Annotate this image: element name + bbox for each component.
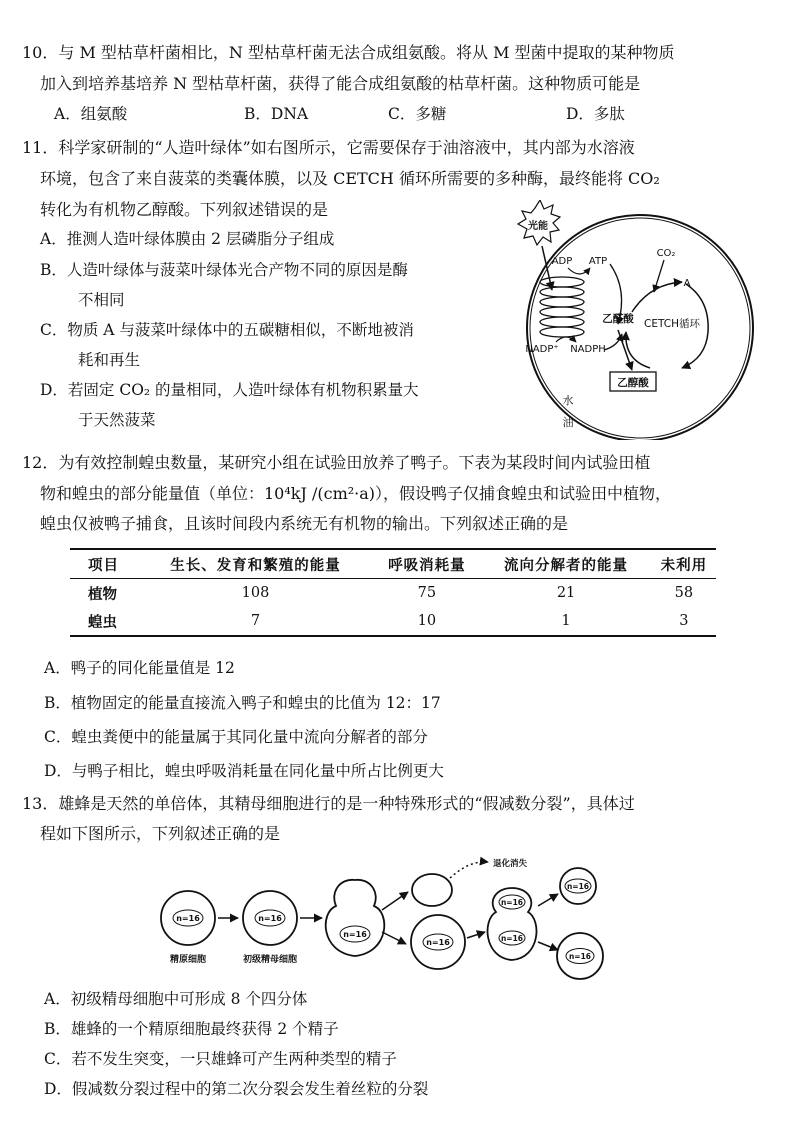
thylakoid-stack (540, 277, 584, 337)
q11-option-d-line1: D．若固定 CO₂ 的量相同，人造叶绿体有机物积累量大 (40, 381, 419, 399)
q13-stem-line1: 13．雄蜂是天然的单倍体，其精母细胞进行的是一种特殊形式的“假减数分裂”，具体过 (22, 794, 635, 813)
label-co2: CO₂ (656, 248, 676, 259)
q11-option-b-line1: B．人造叶绿体与菠菜叶绿体光合产物不同的原因是酶 (40, 261, 408, 279)
table-row (70, 579, 716, 608)
arrow-3 (467, 932, 485, 938)
label-n16: n=16 (258, 914, 282, 923)
q11-stem-line2: 环境，包含了来自菠菜的类囊体膜，以及 CETCH 循环所需要的多种酶，最终能将 CO₂ (40, 169, 660, 188)
table-cell: 蝗虫 (88, 613, 117, 631)
label-a: A (683, 278, 691, 289)
label-n16: n=16 (566, 882, 590, 891)
q10-stem-line2: 加入到培养基培养 N 型枯草杆菌，获得了能合成组氨酸的枯草杆菌。这种物质可能是 (40, 74, 641, 93)
arrow-to-sperm-top (538, 894, 558, 906)
budding-cell (326, 880, 385, 956)
table-header: 呼吸消耗量 (388, 556, 466, 574)
q11-option-d-line2: 于天然菠菜 (78, 411, 156, 429)
table-cell: 10 (417, 613, 437, 629)
label-adp: ADP (551, 256, 573, 267)
label-degenerate: 退化消失 (492, 859, 528, 869)
label-n16: n=16 (500, 934, 524, 943)
label-spermatogonium: 精原细胞 (169, 955, 207, 965)
q13-stem-line2: 程如下图所示，下列叙述正确的是 (40, 824, 281, 843)
cycle-arrow-top (632, 282, 682, 312)
table-row (70, 607, 716, 636)
table-cell: 植物 (88, 585, 117, 603)
label-water: 水 (562, 394, 574, 407)
label-n16: n=16 (176, 914, 200, 923)
label-nadp: NADP⁺ (525, 344, 559, 355)
table-cell: 58 (674, 585, 694, 601)
label-n16: n=16 (343, 930, 367, 939)
q11-option-b-line2: 不相同 (78, 291, 125, 309)
q10-stem-line1: 10．与 M 型枯草杆菌相比，N 型枯草杆菌无法合成组氨酸。将从 M 型菌中提取的某种物质 (22, 43, 675, 62)
table-header: 流向分解者的能量 (504, 556, 629, 574)
q10-option-a: A．组氨酸 (54, 105, 128, 123)
q12-option-c: C．蝗虫粪便中的能量属于其同化量中流向分解者的部分 (44, 728, 428, 746)
table-cell: 3 (679, 613, 689, 629)
q13-option-b: B．雄蜂的一个精原细胞最终获得 2 个精子 (44, 1020, 339, 1038)
label-cetch-cycle: CETCH循环 (644, 318, 700, 330)
table-cell: 7 (250, 613, 261, 629)
q11-option-c-line2: 耗和再生 (78, 351, 141, 369)
q12-option-d: D．与鸭子相比，蝗虫呼吸消耗量在同化量中所占比例更大 (44, 762, 444, 780)
label-atp: ATP (588, 256, 608, 267)
q12-stem-line1: 12．为有效控制蝗虫数量，某研究小组在试验田放养了鸭子。下表为某段时间内试验田植 (22, 453, 651, 472)
pseudo-meiosis-diagram (150, 850, 620, 980)
arrow-to-large-cell (382, 932, 406, 944)
table-header-row (70, 549, 716, 579)
table-header: 未利用 (660, 556, 708, 574)
q11-stem-line1: 11．科学家研制的“人造叶绿体”如右图所示，它需要保存于油溶液中，其内部为水溶液 (22, 138, 635, 157)
label-glyoxylate: 乙醛酸 (602, 313, 634, 325)
table-cell: 21 (556, 585, 576, 601)
table-cell: 75 (417, 585, 437, 601)
q13-option-d: D．假减数分裂过程中的第二次分裂会发生着丝粒的分裂 (44, 1080, 429, 1098)
glycolate-arrow (618, 330, 632, 370)
q10-option-c: C．多糖 (388, 105, 447, 123)
label-n16: n=16 (568, 952, 592, 961)
label-oil: 油 (562, 416, 574, 429)
q11-option-a: A．推测人造叶绿体膜由 2 层磷脂分子组成 (40, 230, 335, 248)
arrow-to-sperm-bottom (538, 942, 558, 950)
q13-option-c: C．若不发生突变，一只雄蜂可产生两种类型的精子 (44, 1050, 397, 1068)
q10-option-b: B．DNA (244, 105, 309, 123)
artificial-chloroplast-diagram (500, 200, 770, 440)
label-n16: n=16 (426, 938, 450, 947)
nadph-to-cycle-arrow (604, 334, 622, 350)
q12-option-b: B．植物固定的能量直接流入鸭子和蝗虫的比值为 12：17 (44, 694, 441, 712)
small-cell (412, 874, 452, 906)
label-nadph: NADPH (570, 344, 606, 355)
q11-stem-line3: 转化为有机物乙醇酸。下列叙述错误的是 (40, 200, 329, 219)
arrow-to-small-cell (382, 892, 408, 910)
q10-option-d: D．多肽 (566, 105, 625, 123)
energy-table (70, 548, 716, 637)
table-header: 项目 (88, 556, 119, 574)
label-glycolate: 乙醇酸 (617, 377, 649, 389)
adp-atp-arrow (568, 268, 590, 274)
label-n16: n=16 (500, 898, 524, 907)
table-header: 生长、发育和繁殖的能量 (170, 556, 341, 574)
label-light: 光能 (528, 221, 548, 232)
q13-option-a: A．初级精母细胞中可形成 8 个四分体 (44, 990, 308, 1008)
label-primary-spermatocyte: 初级精母细胞 (242, 955, 298, 965)
q12-stem-line2: 物和蝗虫的部分能量值（单位：10⁴kJ /(cm²·a)），假设鸭子仅捕食蝗虫和试验田中植物， (40, 484, 672, 503)
table-cell: 1 (561, 613, 571, 629)
table-cell: 108 (241, 585, 270, 601)
q11-option-c-line1: C．物质 A 与菠菜叶绿体中的五碳糖相似，不断地被消 (40, 321, 414, 339)
nadp-nadph-arrow (556, 337, 576, 342)
degenerate-arrow (450, 862, 488, 878)
q12-stem-line3: 蝗虫仅被鸭子捕食，且该时间段内系统无有机物的输出。下列叙述正确的是 (40, 514, 569, 533)
q12-option-a: A．鸭子的同化能量值是 12 (44, 659, 235, 677)
